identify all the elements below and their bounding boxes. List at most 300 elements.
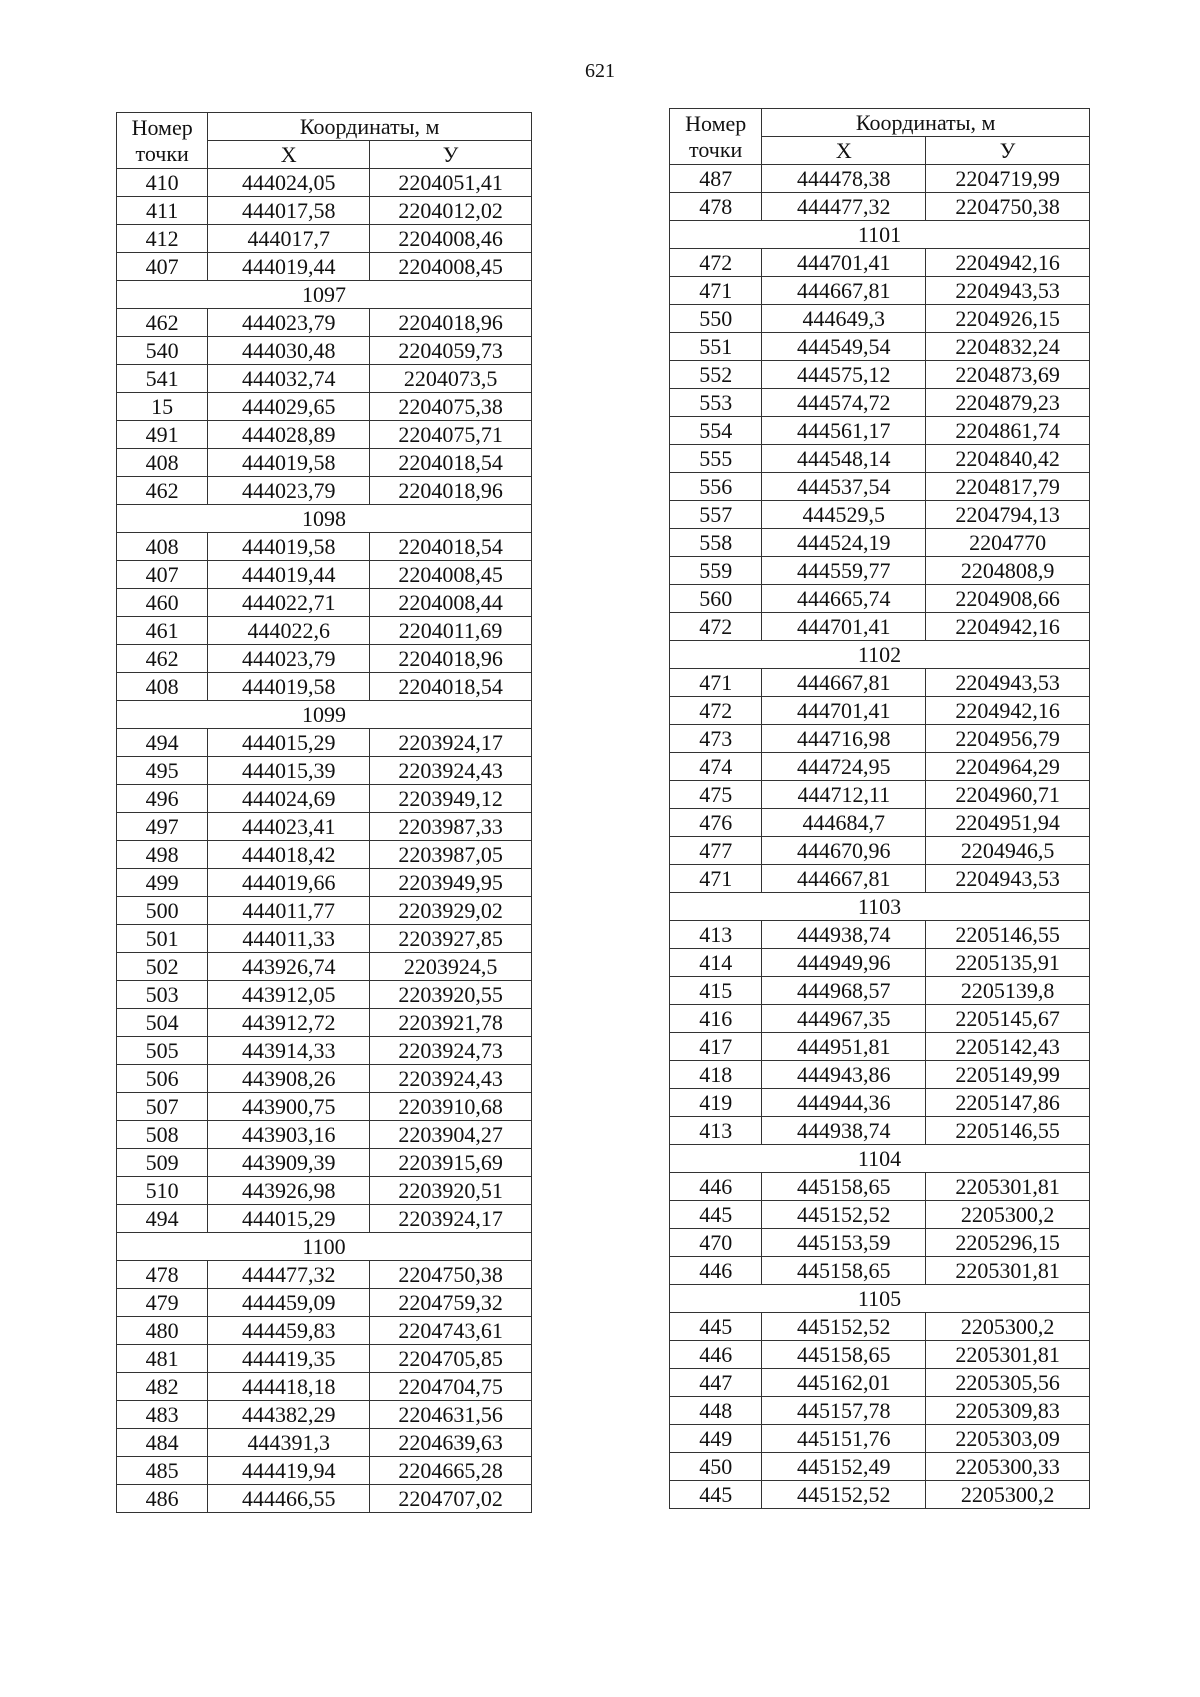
table-row [117,617,532,645]
table-row [670,1453,1090,1481]
table-row [670,1033,1090,1061]
point-number-cell: 497 [117,813,208,841]
point-number-cell: 449 [670,1425,762,1453]
table-row [117,1177,532,1205]
x-coordinate-cell: 443912,72 [208,1009,370,1037]
y-coordinate-cell: 2204639,63 [370,1429,532,1457]
header-coordinates: Координаты, м [208,113,532,141]
table-row [670,165,1090,193]
x-coordinate-cell: 444466,55 [208,1485,370,1513]
table-row [670,669,1090,697]
y-coordinate-cell: 2205309,83 [926,1397,1090,1425]
x-coordinate-cell: 444574,72 [762,389,926,417]
x-coordinate-cell: 444701,41 [762,613,926,641]
y-coordinate-cell: 2205305,56 [926,1369,1090,1397]
table-row [117,1065,532,1093]
x-coordinate-cell: 444670,96 [762,837,926,865]
point-number-cell: 540 [117,337,208,365]
y-coordinate-cell: 2203910,68 [370,1093,532,1121]
x-coordinate-cell: 445158,65 [762,1173,926,1201]
table-row [670,473,1090,501]
point-number-cell: 413 [670,921,762,949]
point-number-cell: 508 [117,1121,208,1149]
x-coordinate-cell: 444459,83 [208,1317,370,1345]
x-coordinate-cell: 444024,05 [208,169,370,197]
y-coordinate-cell: 2204018,54 [370,533,532,561]
table-row [117,253,532,281]
point-number-cell: 506 [117,1065,208,1093]
x-coordinate-cell: 444017,58 [208,197,370,225]
point-number-cell: 498 [117,841,208,869]
x-coordinate-cell: 444015,39 [208,757,370,785]
section-row [670,893,1090,921]
y-coordinate-cell: 2205300,2 [926,1201,1090,1229]
table-row [117,197,532,225]
x-coordinate-cell: 444391,3 [208,1429,370,1457]
y-coordinate-cell: 2203924,17 [370,1205,532,1233]
y-coordinate-cell: 2203924,43 [370,1065,532,1093]
table-row [670,753,1090,781]
table-row [670,1201,1090,1229]
table-row [117,1429,532,1457]
y-coordinate-cell: 2204075,71 [370,421,532,449]
point-number-cell: 415 [670,977,762,1005]
x-coordinate-cell: 444667,81 [762,865,926,893]
table-row [670,1089,1090,1117]
point-number-cell: 551 [670,333,762,361]
y-coordinate-cell: 2204059,73 [370,337,532,365]
point-number-cell: 480 [117,1317,208,1345]
x-coordinate-cell: 445162,01 [762,1369,926,1397]
point-number-cell: 501 [117,925,208,953]
y-coordinate-cell: 2204075,38 [370,393,532,421]
y-coordinate-cell: 2204018,96 [370,645,532,673]
x-coordinate-cell: 444477,32 [208,1261,370,1289]
table-row [670,445,1090,473]
x-coordinate-cell: 444029,65 [208,393,370,421]
x-coordinate-cell: 444951,81 [762,1033,926,1061]
section-row [670,221,1090,249]
y-coordinate-cell: 2204018,96 [370,309,532,337]
section-number: 1104 [670,1145,1090,1173]
y-coordinate-cell: 2204861,74 [926,417,1090,445]
y-coordinate-cell: 2204956,79 [926,725,1090,753]
point-number-cell: 554 [670,417,762,445]
table-row [670,277,1090,305]
point-number-cell: 407 [117,561,208,589]
y-coordinate-cell: 2205296,15 [926,1229,1090,1257]
header-x: Х [208,141,370,169]
point-number-cell: 411 [117,197,208,225]
table-row [670,1313,1090,1341]
table-row [117,1289,532,1317]
table-row [117,225,532,253]
table-row [117,1457,532,1485]
x-coordinate-cell: 444011,77 [208,897,370,925]
x-coordinate-cell: 445158,65 [762,1257,926,1285]
section-number: 1101 [670,221,1090,249]
x-coordinate-cell: 444944,36 [762,1089,926,1117]
y-coordinate-cell: 2204908,66 [926,585,1090,613]
y-coordinate-cell: 2204794,13 [926,501,1090,529]
x-coordinate-cell: 445152,52 [762,1201,926,1229]
point-number-cell: 510 [117,1177,208,1205]
section-row [670,1285,1090,1313]
table-row [670,1117,1090,1145]
x-coordinate-cell: 444419,94 [208,1457,370,1485]
x-coordinate-cell: 444724,95 [762,753,926,781]
x-coordinate-cell: 444701,41 [762,697,926,725]
section-number: 1098 [117,505,532,533]
section-number: 1103 [670,893,1090,921]
table-row [670,249,1090,277]
x-coordinate-cell: 444716,98 [762,725,926,753]
point-number-cell: 471 [670,277,762,305]
point-number-cell: 445 [670,1313,762,1341]
table-row [670,1061,1090,1089]
point-number-cell: 418 [670,1061,762,1089]
y-coordinate-cell: 2205149,99 [926,1061,1090,1089]
table-row [670,613,1090,641]
x-coordinate-cell: 443926,74 [208,953,370,981]
x-coordinate-cell: 444015,29 [208,729,370,757]
table-row [117,785,532,813]
x-coordinate-cell: 444665,74 [762,585,926,613]
point-number-cell: 446 [670,1341,762,1369]
y-coordinate-cell: 2205300,2 [926,1481,1090,1509]
y-coordinate-cell: 2204743,61 [370,1317,532,1345]
table-row [117,953,532,981]
point-number-cell: 550 [670,305,762,333]
table-row [670,1369,1090,1397]
x-coordinate-cell: 444028,89 [208,421,370,449]
x-coordinate-cell: 444478,38 [762,165,926,193]
y-coordinate-cell: 2204942,16 [926,697,1090,725]
point-number-cell: 408 [117,533,208,561]
point-number-cell: 477 [670,837,762,865]
table-row [670,921,1090,949]
point-number-cell: 503 [117,981,208,1009]
point-number-cell: 478 [117,1261,208,1289]
y-coordinate-cell: 2203924,73 [370,1037,532,1065]
x-coordinate-cell: 443903,16 [208,1121,370,1149]
point-number-cell: 460 [117,589,208,617]
x-coordinate-cell: 444023,79 [208,477,370,505]
y-coordinate-cell: 2204943,53 [926,277,1090,305]
table-row [117,1345,532,1373]
table-row [670,809,1090,837]
y-coordinate-cell: 2204840,42 [926,445,1090,473]
page-number: 621 [585,60,615,82]
x-coordinate-cell: 444649,3 [762,305,926,333]
point-number-cell: 450 [670,1453,762,1481]
y-coordinate-cell: 2205135,91 [926,949,1090,977]
y-coordinate-cell: 2203927,85 [370,925,532,953]
y-coordinate-cell: 2204008,44 [370,589,532,617]
table-row [670,305,1090,333]
table-row [670,193,1090,221]
y-coordinate-cell: 2204631,56 [370,1401,532,1429]
point-number-cell: 507 [117,1093,208,1121]
point-number-cell: 413 [670,1117,762,1145]
x-coordinate-cell: 444018,42 [208,841,370,869]
x-coordinate-cell: 443914,33 [208,1037,370,1065]
y-coordinate-cell: 2204011,69 [370,617,532,645]
table-row [670,501,1090,529]
point-number-cell: 556 [670,473,762,501]
x-coordinate-cell: 444019,44 [208,253,370,281]
table-row [670,725,1090,753]
point-number-cell: 408 [117,673,208,701]
y-coordinate-cell: 2204008,46 [370,225,532,253]
y-coordinate-cell: 2204832,24 [926,333,1090,361]
point-number-cell: 482 [117,1373,208,1401]
x-coordinate-cell: 444968,57 [762,977,926,1005]
point-number-cell: 553 [670,389,762,417]
point-number-cell: 462 [117,309,208,337]
x-coordinate-cell: 444030,48 [208,337,370,365]
y-coordinate-cell: 2204705,85 [370,1345,532,1373]
table-row [117,645,532,673]
x-coordinate-cell: 444575,12 [762,361,926,389]
table-body [117,169,532,1513]
table-row [117,1205,532,1233]
table-row [670,1481,1090,1509]
y-coordinate-cell: 2205301,81 [926,1173,1090,1201]
point-number-cell: 446 [670,1173,762,1201]
table-row [670,977,1090,1005]
y-coordinate-cell: 2205303,09 [926,1425,1090,1453]
table-row [117,897,532,925]
table-row [670,361,1090,389]
y-coordinate-cell: 2205147,86 [926,1089,1090,1117]
point-number-cell: 555 [670,445,762,473]
table-row [117,1373,532,1401]
y-coordinate-cell: 2204960,71 [926,781,1090,809]
table-body [670,165,1090,1509]
table-row [117,421,532,449]
coordinates-table-left [116,112,532,1513]
table-row [670,949,1090,977]
point-number-cell: 494 [117,1205,208,1233]
section-row [117,505,532,533]
table-row [117,365,532,393]
x-coordinate-cell: 444712,11 [762,781,926,809]
x-coordinate-cell: 444019,58 [208,673,370,701]
x-coordinate-cell: 445152,52 [762,1313,926,1341]
table-row [117,1037,532,1065]
header-point-number: Номер точки [117,113,208,169]
y-coordinate-cell: 2205300,2 [926,1313,1090,1341]
x-coordinate-cell: 443909,39 [208,1149,370,1177]
table-row [670,1341,1090,1369]
x-coordinate-cell: 444017,7 [208,225,370,253]
x-coordinate-cell: 444032,74 [208,365,370,393]
table-row [670,557,1090,585]
table-row [117,1121,532,1149]
table-row [117,841,532,869]
point-number-cell: 448 [670,1397,762,1425]
y-coordinate-cell: 2204051,41 [370,169,532,197]
x-coordinate-cell: 444943,86 [762,1061,926,1089]
point-number-cell: 495 [117,757,208,785]
table-row [670,1005,1090,1033]
y-coordinate-cell: 2204879,23 [926,389,1090,417]
table-row [670,1425,1090,1453]
x-coordinate-cell: 444524,19 [762,529,926,557]
point-number-cell: 500 [117,897,208,925]
y-coordinate-cell: 2204750,38 [370,1261,532,1289]
x-coordinate-cell: 444549,54 [762,333,926,361]
point-number-cell: 496 [117,785,208,813]
point-number-cell: 446 [670,1257,762,1285]
y-coordinate-cell: 2205145,67 [926,1005,1090,1033]
y-coordinate-cell: 2204942,16 [926,613,1090,641]
table-row [117,589,532,617]
y-coordinate-cell: 2203924,5 [370,953,532,981]
y-coordinate-cell: 2204943,53 [926,865,1090,893]
x-coordinate-cell: 444477,32 [762,193,926,221]
table-row [117,393,532,421]
y-coordinate-cell: 2204008,45 [370,561,532,589]
table-row [670,1397,1090,1425]
x-coordinate-cell: 444967,35 [762,1005,926,1033]
point-number-cell: 557 [670,501,762,529]
section-row [117,701,532,729]
y-coordinate-cell: 2204943,53 [926,669,1090,697]
y-coordinate-cell: 2204942,16 [926,249,1090,277]
point-number-cell: 447 [670,1369,762,1397]
y-coordinate-cell: 2203920,55 [370,981,532,1009]
y-coordinate-cell: 2204750,38 [926,193,1090,221]
y-coordinate-cell: 2204719,99 [926,165,1090,193]
y-coordinate-cell: 2204946,5 [926,837,1090,865]
table-row [117,337,532,365]
point-number-cell: 473 [670,725,762,753]
y-coordinate-cell: 2204926,15 [926,305,1090,333]
table-row [117,449,532,477]
table-row [117,1401,532,1429]
y-coordinate-cell: 2203915,69 [370,1149,532,1177]
table-row [117,1009,532,1037]
header-coordinates: Координаты, м [762,109,1090,137]
x-coordinate-cell: 444938,74 [762,921,926,949]
table-row [117,981,532,1009]
table-row [117,813,532,841]
table-row [117,309,532,337]
x-coordinate-cell: 445157,78 [762,1397,926,1425]
x-coordinate-cell: 444023,79 [208,645,370,673]
point-number-cell: 552 [670,361,762,389]
y-coordinate-cell: 2204018,54 [370,449,532,477]
y-coordinate-cell: 2203949,95 [370,869,532,897]
x-coordinate-cell: 444459,09 [208,1289,370,1317]
y-coordinate-cell: 2204018,54 [370,673,532,701]
x-coordinate-cell: 444019,58 [208,533,370,561]
table-row [670,585,1090,613]
y-coordinate-cell: 2204704,75 [370,1373,532,1401]
y-coordinate-cell: 2204770 [926,529,1090,557]
x-coordinate-cell: 444701,41 [762,249,926,277]
y-coordinate-cell: 2204012,02 [370,197,532,225]
point-number-cell: 472 [670,613,762,641]
table-row [670,1257,1090,1285]
table-row [670,417,1090,445]
y-coordinate-cell: 2204018,96 [370,477,532,505]
header-point-number: Номер точки [670,109,762,165]
y-coordinate-cell: 2205300,33 [926,1453,1090,1481]
table-row [670,389,1090,417]
x-coordinate-cell: 444559,77 [762,557,926,585]
x-coordinate-cell: 444561,17 [762,417,926,445]
x-coordinate-cell: 444019,44 [208,561,370,589]
point-number-cell: 476 [670,809,762,837]
y-coordinate-cell: 2204808,9 [926,557,1090,585]
coordinates-table-right [669,108,1090,1509]
x-coordinate-cell: 444019,58 [208,449,370,477]
point-number-cell: 559 [670,557,762,585]
point-number-cell: 479 [117,1289,208,1317]
x-coordinate-cell: 444529,5 [762,501,926,529]
point-number-cell: 407 [117,253,208,281]
y-coordinate-cell: 2203920,51 [370,1177,532,1205]
table-row [117,1149,532,1177]
x-coordinate-cell: 445152,49 [762,1453,926,1481]
table-row [117,729,532,757]
point-number-cell: 416 [670,1005,762,1033]
y-coordinate-cell: 2203929,02 [370,897,532,925]
point-number-cell: 484 [117,1429,208,1457]
y-coordinate-cell: 2205301,81 [926,1257,1090,1285]
x-coordinate-cell: 444667,81 [762,669,926,697]
x-coordinate-cell: 444011,33 [208,925,370,953]
table-row [670,781,1090,809]
point-number-cell: 475 [670,781,762,809]
y-coordinate-cell: 2204951,94 [926,809,1090,837]
y-coordinate-cell: 2205142,43 [926,1033,1090,1061]
table-row [670,333,1090,361]
point-number-cell: 412 [117,225,208,253]
point-number-cell: 487 [670,165,762,193]
y-coordinate-cell: 2203921,78 [370,1009,532,1037]
point-number-cell: 462 [117,645,208,673]
header-x: Х [762,137,926,165]
point-number-cell: 558 [670,529,762,557]
x-coordinate-cell: 445153,59 [762,1229,926,1257]
point-number-cell: 483 [117,1401,208,1429]
point-number-cell: 509 [117,1149,208,1177]
point-number-cell: 560 [670,585,762,613]
x-coordinate-cell: 444548,14 [762,445,926,473]
point-number-cell: 470 [670,1229,762,1257]
section-row [117,1233,532,1261]
x-coordinate-cell: 444537,54 [762,473,926,501]
section-row [117,281,532,309]
y-coordinate-cell: 2203904,27 [370,1121,532,1149]
section-number: 1102 [670,641,1090,669]
y-coordinate-cell: 2204759,32 [370,1289,532,1317]
header-y: У [370,141,532,169]
point-number-cell: 474 [670,753,762,781]
x-coordinate-cell: 444684,7 [762,809,926,837]
point-number-cell: 461 [117,617,208,645]
point-number-cell: 541 [117,365,208,393]
section-row [670,641,1090,669]
point-number-cell: 481 [117,1345,208,1373]
table-row [670,697,1090,725]
x-coordinate-cell: 445152,52 [762,1481,926,1509]
x-coordinate-cell: 444024,69 [208,785,370,813]
